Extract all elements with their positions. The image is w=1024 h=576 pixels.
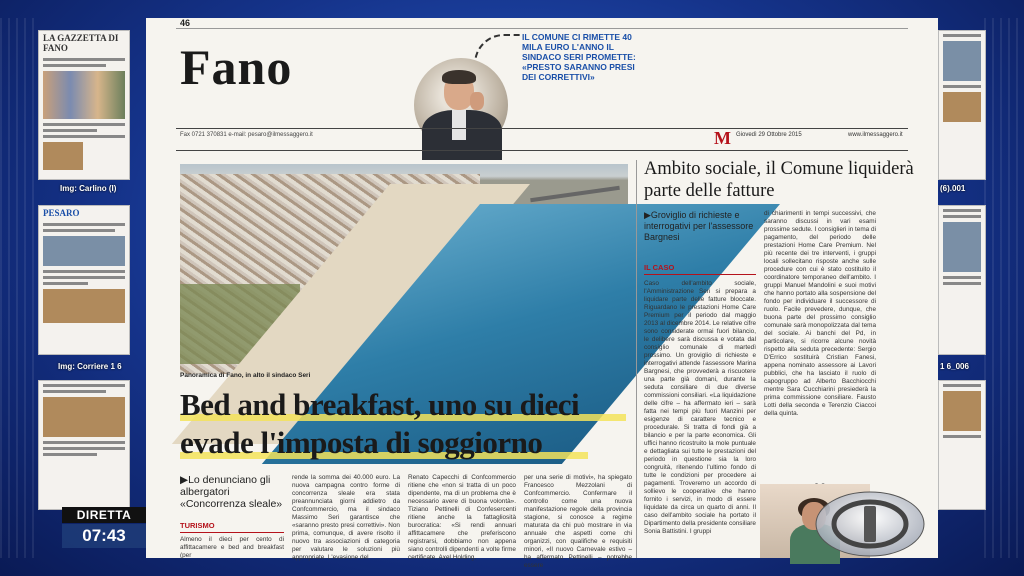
headline-line-2: evade l'imposta di soggiorno — [180, 424, 630, 462]
side-article-title: Ambito sociale, il Comune liquiderà parte delle fatture — [644, 159, 914, 201]
side-article-rubric: IL CASO — [644, 263, 675, 272]
main-headline — [180, 386, 630, 462]
rubric-rule — [644, 274, 756, 275]
thumbnail-left-2 — [38, 205, 130, 355]
masthead-rule-bottom — [176, 150, 908, 151]
date-line: Giovedì 29 Ottobre 2015 — [736, 132, 802, 138]
article-column-2: rende la somma dei 40.000 euro. La nuova campagna contro forme di concorrenza sleale era stata preannunciata giorni addietro da Confcommercio, ma il sindaco Massimo Seri garantisce che «saranno presto presi correttivi». Non prima, comunque, di avere risolto il nuovo tra associazioni di categoria per valutare le soluzioni più appropriate. L'evasione del — [292, 474, 400, 561]
channel-logo-icon — [812, 488, 928, 560]
thumbnail-right-2 — [938, 205, 986, 355]
page-number: 46 — [180, 18, 191, 28]
mayor-portrait — [414, 58, 508, 152]
column-separator — [636, 160, 637, 558]
aerial-photo — [180, 164, 628, 368]
thumbnail-left-1 — [38, 30, 130, 180]
article-subhead: ▶Lo denunciano gli albergatori «Concorrenza sleale» — [180, 474, 283, 510]
article-column-1: Almeno il dieci per cento di affittacamere e bed and breakfast (per — [180, 536, 284, 559]
live-indicator: DIRETTA — [62, 507, 146, 523]
masthead-rule — [176, 128, 908, 129]
section-rubric: TURISMO — [180, 521, 215, 530]
photo-caption: Panoramica di Fano, in alto il sindaco Seri — [180, 372, 311, 379]
thumbnail-masthead: LA GAZZETTA DI FANO — [43, 33, 119, 53]
thumbnail-right-3 — [938, 380, 986, 510]
side-article-column-1: Caso dell'ambito sociale, l'Amministrazione Seri si prepara a liquidare parte delle fatture bloccate. Riguardano le prestazioni Home Care Premium per il periodo dal maggio 2013 al dicembre 2014. Le relative cifre sono considerate ormai fuori bilancio, le delibere sarà discussa e votata dal consiglio comunale di martedì prossimo. Un groviglio di richieste e interrogativi attende l'assessore Marina Bargnesi, che provvederà a riscuotere una parte già domani, durante la seduta consiliare di due diverse commissioni consiliari. «La liquidazione delle cifre – ha affermato ieri – sarà fatta nei tempi più fuori Manzini per esigenze di carattere tecnico e procedurale. Si tratta di fondi già a bilancio e per la parte economica. Gli uffici hanno ricostruito la mole puntuale e dettagliata sui tutte le prestazioni del periodo in questione sia la loro congruità, ritenendo l'ultimo fondo di tutte le condizioni per procedere ai pagamenti. Troveremo un accordo di sollievo le cooperative che hanno fornito i servizi, in modo di essere liquidate da circa un quarto di anni. Il caso dell'ambito sociale ha portato il Dipartimento della presidente consiliare Sonia Battistini. I gruppi — [644, 280, 756, 535]
dashed-arrow — [474, 34, 520, 64]
contact-info: Fax 0721 370831 e-mail: pesaro@ilmessaggero.it — [180, 132, 313, 138]
background-stripes-right — [984, 18, 1024, 558]
teaser-text: IL COMUNE CI RIMETTE 40 MILA EURO L'ANNO IL SINDACO SERI PROMETTE: «PRESTO SARANNO PRESI DEI CORRETTIVI» — [522, 32, 636, 82]
website-url: www.ilmessaggero.it — [848, 132, 903, 138]
thumbnail-caption: 1 6_006 — [940, 362, 969, 371]
thumbnail-caption: Img: Carlino (I) — [60, 184, 117, 193]
headline-line-1: Bed and breakfast, uno su dieci — [180, 386, 630, 424]
thumbnail-left-3 — [38, 380, 130, 510]
thumbnail-caption: Img: Corriere 1 6 — [58, 362, 122, 371]
newspaper-logo: M — [714, 128, 731, 148]
thumbnail-right-1 — [938, 30, 986, 180]
article-column-4: per una serie di motivi», ha spiegato Francesco Mezzolani di Confcommercio. Confermare il controllo come una nuova manifestazione regole della provincia stagione, si conosce a regime maturata da chi può mostrare in via annuale che aspetti come chi organizzi, con qualifiche e requisiti minori, «Il nuovo Carnevale estivo – ha affermato Pettinelli – potrebbe essere — [524, 474, 632, 569]
background-stripes-left — [0, 18, 40, 558]
city-section-title: Fano — [180, 39, 293, 95]
side-article-column-2: di chiarimenti in tempi successivi, che saranno discussi in vari esami prossime sedute. I consiglieri in tema di pagamento, del periodo delle prestazioni Home Care Premium. Nel più recente dei tre interventi, i gruppi locali sollecitano risposte anche sulle procedure con cui è stato costituito il coordinatore temporaneo dell'ambito. I gruppi Manuel Mandolini e suoi motivi che hanno portato alla sospensione del fondo per individuare il successore di ruolo. Facile prevedere, dunque, che buona parte del prossimo consiglio comunale sarà monopolizzata dal tema del sociale. Ai banchi del Pd, in particolare, si ricorre alcune novità rispetto alla seduta precedente: Sergio D'Errico sostituirà Cristian Fanesi, appena nominato assessore ai Lavori pubblici, che ha lasciato il ruolo di capogruppo ad Alberto Bacchiocchi mentre Sara Cucchiarini presiederà la prima commissione consiliare. Fausto Lotti della seconda e Terenzio Ciaccoi della quinta. — [764, 210, 876, 417]
article-column-3: Renato Capecchi di Confcommercio ritiene che «non si tratta di un poco dipendente, ma di un problema che è necessario avere di buona volontà». Tiziano Pettinelli di Confesercenti ritiene anche la fattagliosità burocratica: «Si rendi annuari affittacamere che preferiscono registrarsi, dobbiamo non appena siano controlli dipendenti a volte firme certificate. Axel Holding, — [408, 474, 516, 561]
rubric-rule — [180, 532, 284, 533]
side-article-subhead: ▶Groviglio di richieste e interrogativi per l'assessore Bargnesi — [644, 210, 754, 242]
thumbnail-masthead: PESARO — [43, 208, 80, 218]
top-rule — [176, 28, 908, 29]
newspaper-page — [146, 18, 938, 569]
thumbnail-caption: (6).001 — [940, 184, 966, 193]
broadcast-clock: 07:43 — [62, 524, 146, 548]
